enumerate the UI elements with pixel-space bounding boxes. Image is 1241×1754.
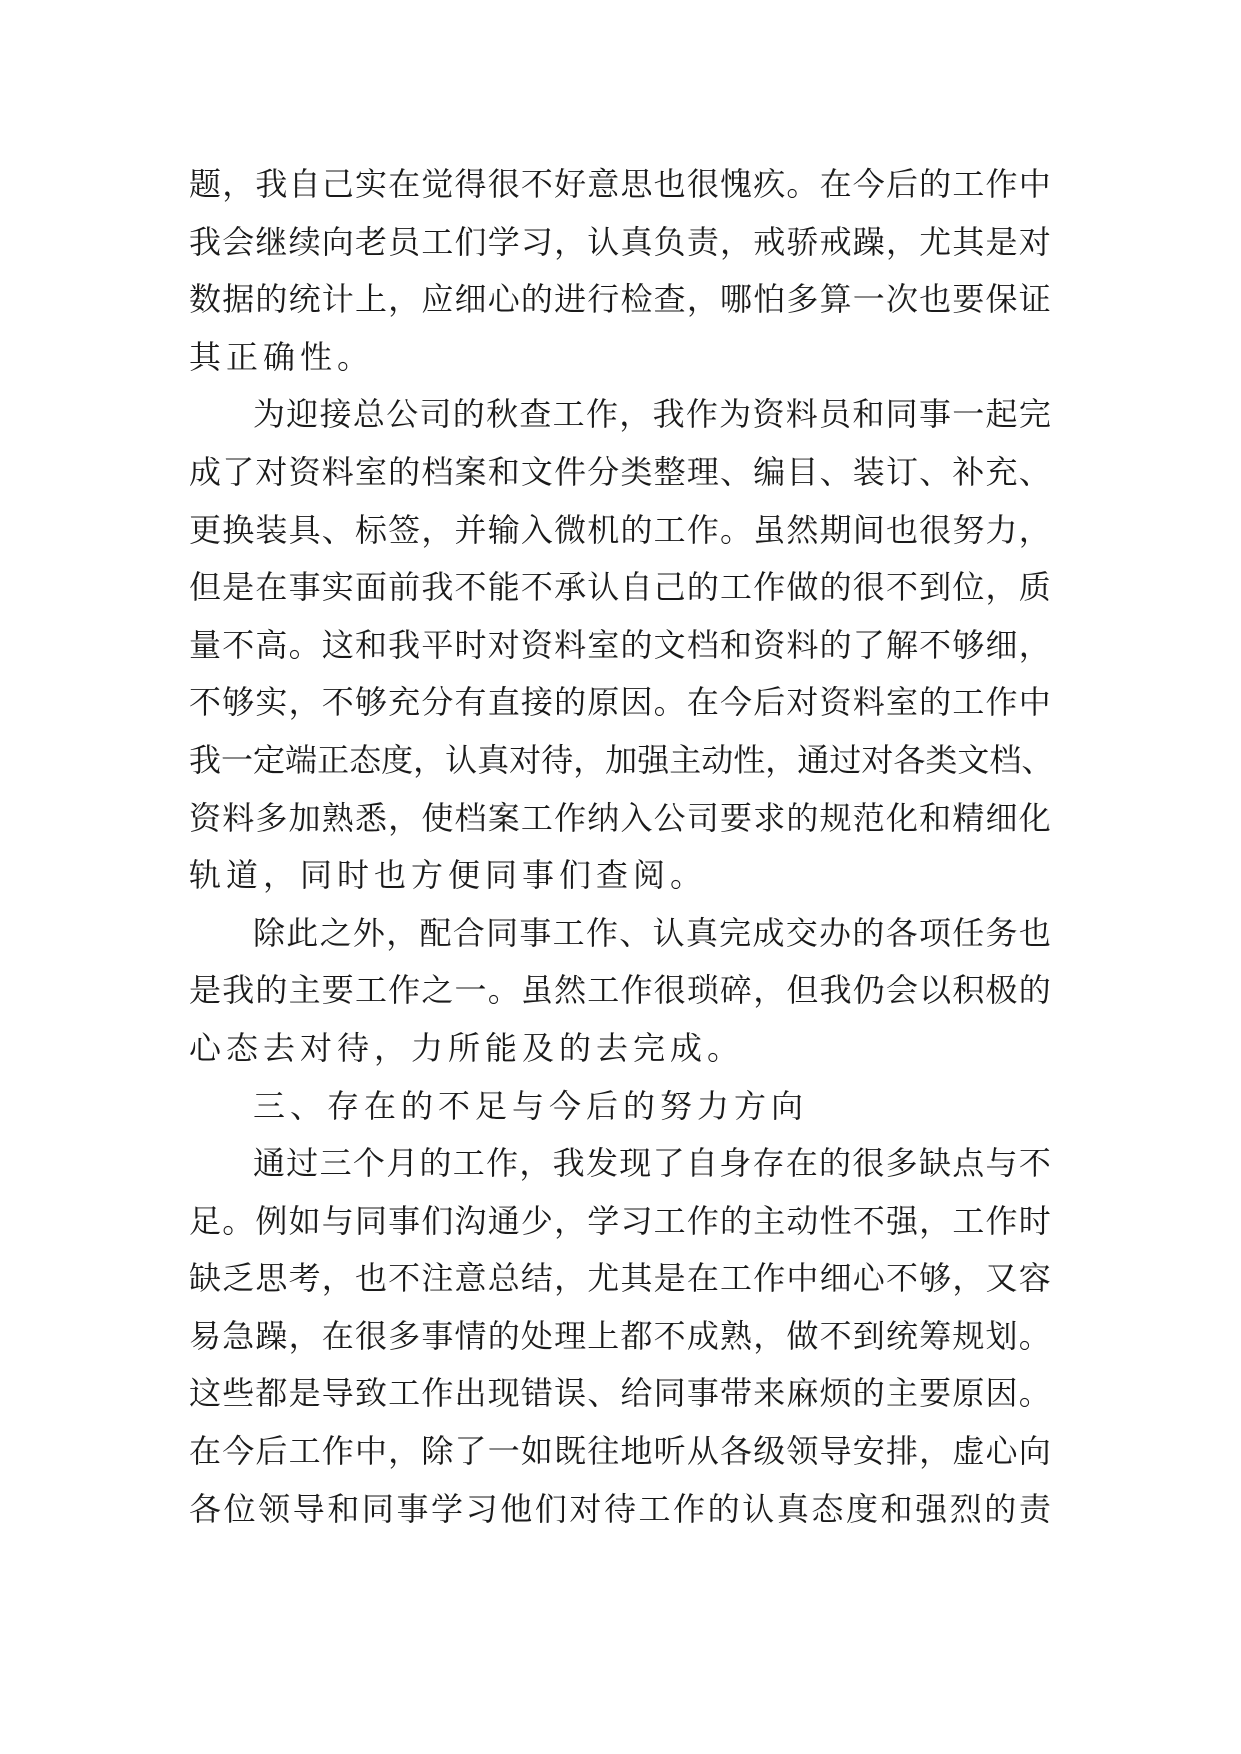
text-line: 但 是 在 事 实 面 前 我 不 能 不 承 认 自 己 的 工 作 做 的 很 不 到 位 ， 质 <box>189 568 1051 607</box>
text-line: 在 今 后 工 作 中 ， 除 了 一 如 既 往 地 听 从 各 级 领 导 安 排 ， 虚 心 向 <box>189 1432 1051 1471</box>
text-line: 数 据 的 统 计 上 ， 应 细 心 的 进 行 检 查 ， 哪 怕 多 算 一 次 也 要 保 证 <box>189 280 1051 319</box>
text-line: 其正确性。 <box>189 337 375 376</box>
text-line: 足 。 例 如 与 同 事 们 沟 通 少 ， 学 习 工 作 的 主 动 性 不 强 ， 工 作 时 <box>189 1201 1051 1240</box>
text-line: 不 够 实 ， 不 够 充 分 有 直 接 的 原 因 。 在 今 后 对 资 料 室 的 工 作 中 <box>189 683 1051 722</box>
text-line: 这 些 都 是 导 致 工 作 出 现 错 误 、 给 同 事 带 来 麻 烦 的 主 要 原 因 。 <box>189 1374 1051 1413</box>
text-line: 各 位 领 导 和 同 事 学 习 他 们 对 待 工 作 的 认 真 态 度 和 强 烈 的 责 <box>189 1489 1051 1528</box>
text-line: 题 ， 我 自 己 实 在 觉 得 很 不 好 意 思 也 很 愧 疚 。 在 今 后 的 工 作 中 <box>189 165 1051 203</box>
text-line: 缺 乏 思 考 ， 也 不 注 意 总 结 ， 尤 其 是 在 工 作 中 细 心 不 够 ， 又 容 <box>189 1259 1051 1298</box>
text-line: 通 过 三 个 月 的 工 作 ， 我 发 现 了 自 身 存 在 的 很 多 缺 点 与 不 <box>253 1144 1051 1183</box>
text-line: 轨道，同时也方便同事们查阅。 <box>189 856 708 895</box>
text-line: 成 了 对 资 料 室 的 档 案 和 文 件 分 类 整 理 、 编 目 、 装 订 、 补 充 、 <box>189 452 1051 491</box>
document-body <box>189 156 1054 1538</box>
text-line: 除 此 之 外 ， 配 合 同 事 工 作 、 认 真 完 成 交 办 的 各 项 任 务 也 <box>253 913 1051 952</box>
text-line: 我 一 定 端 正 态 度 ， 认 真 对 待 ， 加 强 主 动 性 ， 通 过 对 各 类 文 档 、 <box>189 740 1054 779</box>
text-line: 资 料 多 加 熟 悉 ， 使 档 案 工 作 纳 入 公 司 要 求 的 规 范 化 和 精 细 化 <box>189 798 1051 837</box>
text-line: 更 换 装 具 、 标 签 ， 并 输 入 微 机 的 工 作 。 虽 然 期 间 也 很 努 力 ， <box>189 510 1051 549</box>
text-line: 为 迎 接 总 公 司 的 秋 查 工 作 ， 我 作 为 资 料 员 和 同 事 一 起 完 <box>253 395 1051 434</box>
text-line: 是 我 的 主 要 工 作 之 一 。 虽 然 工 作 很 琐 碎 ， 但 我 仍 会 以 积 极 的 <box>189 971 1051 1010</box>
text-line: 三、存在的不足与今后的努力方向 <box>253 1086 809 1125</box>
text-line: 易 急 躁 ， 在 很 多 事 情 的 处 理 上 都 不 成 熟 ， 做 不 到 统 筹 规 划 。 <box>189 1316 1051 1355</box>
text-line: 量 不 高 。 这 和 我 平 时 对 资 料 室 的 文 档 和 资 料 的 了 解 不 够 细 ， <box>189 625 1051 664</box>
text-line: 我 会 继 续 向 老 员 工 们 学 习 ， 认 真 负 责 ， 戒 骄 戒 躁 ， 尤 其 是 对 <box>189 222 1051 261</box>
text-line: 心态去对待，力所能及的去完成。 <box>189 1028 745 1067</box>
